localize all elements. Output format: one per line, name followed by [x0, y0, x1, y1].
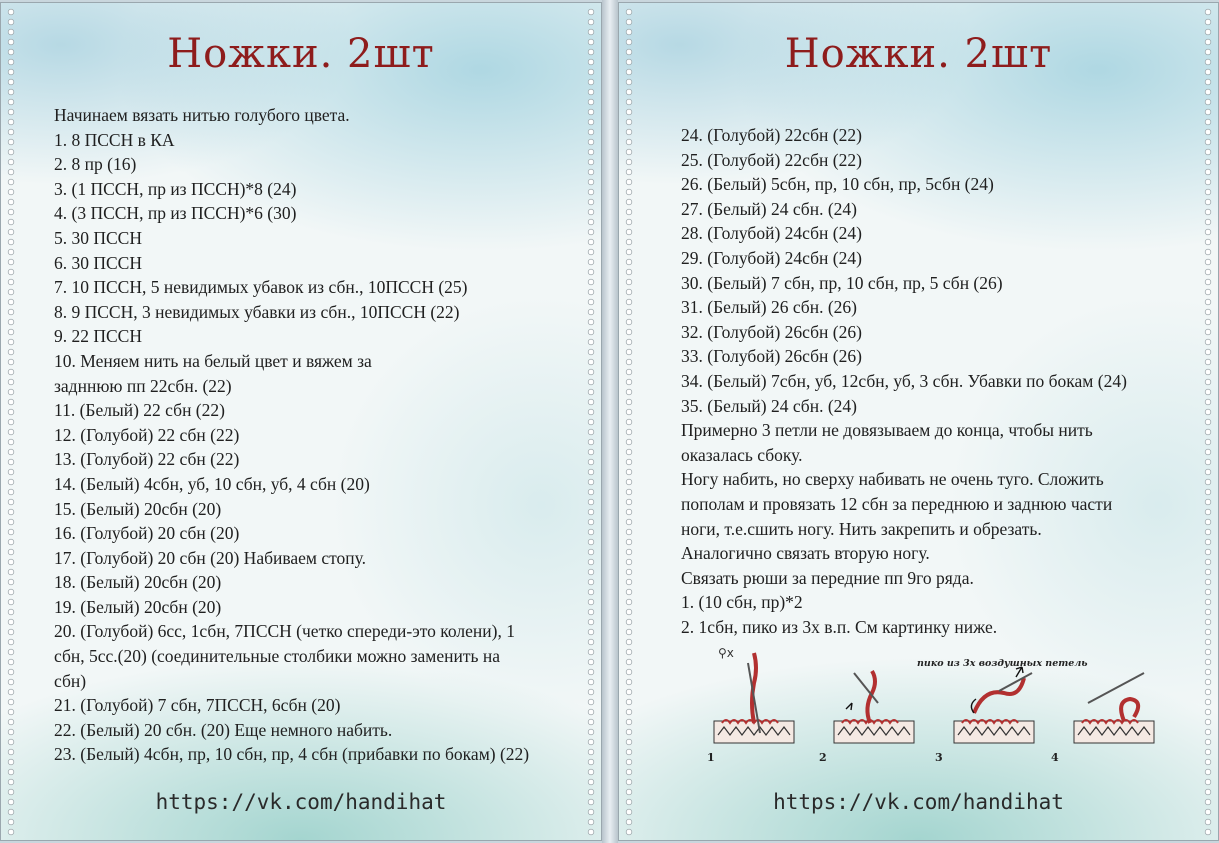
instruction-line: Примерно 3 петли не довязываем до конца, чтобы нить [681, 420, 1093, 441]
page-title: Ножки. 2шт [784, 31, 1053, 77]
instruction-line: 11. (Белый) 22 сбн (22) [54, 400, 225, 421]
diagram-caption: пико из 3х воздушных петель [917, 658, 1088, 669]
right-page [618, 2, 1219, 841]
diagram-step-number: 2 [819, 751, 827, 764]
instruction-line: 17. (Голубой) 20 сбн (20) Набиваем стопу. [54, 547, 367, 568]
pattern-instructions [54, 103, 581, 767]
instruction-line: 21. (Голубой) 7 сбн, 7ПССН, 6сбн (20) [54, 695, 341, 716]
diagram-step-3 [954, 667, 1034, 743]
instruction-line: Аналогично связать вторую ногу. [681, 543, 930, 564]
instruction-line: 13. (Голубой) 22 сбн (22) [54, 449, 240, 470]
instruction-line: 2. 8 пр (16) [54, 154, 137, 175]
picot-stitch-diagram [699, 643, 1159, 773]
instruction-line: Начинаем вязать нитью голубого цвета. [54, 105, 350, 125]
instruction-line: ноги, т.е.сшить ногу. Нить закрепить и обрезать. [681, 518, 1042, 539]
instruction-line: 22. (Белый) 20 сбн. (20) Еще немного набить. [54, 719, 393, 740]
instruction-line: пополам и провязать 12 сбн за переднюю и заднюю части [681, 493, 1113, 514]
instruction-line: 24. (Голубой) 22сбн (22) [681, 125, 862, 145]
binding-rings-right [585, 7, 597, 836]
instruction-line: 3. (1 ПССН, пр из ПССН)*8 (24) [54, 178, 297, 199]
page-title: Ножки. 2шт [167, 31, 435, 77]
instruction-line: Ногу набить, но сверху набивать не очень туго. Сложить [681, 469, 1104, 490]
pattern-instructions [681, 123, 1198, 639]
diagram-step-2 [834, 671, 914, 743]
instruction-line: оказалась сбоку. [681, 444, 803, 465]
instruction-line: 10. Меняем нить на белый цвет и вяжем за [54, 350, 372, 371]
diagram-step-number: 4 [1051, 751, 1059, 764]
instruction-line: 7. 10 ПССН, 5 невидимых убавок из сбн., 10ПССН (25) [54, 277, 468, 298]
book-spine [602, 0, 618, 843]
instruction-line: 25. (Голубой) 22сбн (22) [681, 149, 862, 170]
instruction-line: 20. (Голубой) 6сс, 1сбн, 7ПССН (четко спереди-это колени), 1 [54, 621, 515, 642]
binding-rings-left [5, 7, 17, 836]
instruction-line: 33. (Голубой) 26сбн (26) [681, 346, 862, 367]
instruction-line: Связать рюши за передние пп 9го ряда. [681, 567, 974, 588]
instruction-line: задннюю пп 22сбн. (22) [54, 375, 232, 396]
instruction-line: 28. (Голубой) 24сбн (24) [681, 223, 862, 244]
diagram-step-number: 3 [935, 751, 943, 764]
instruction-line: 31. (Белый) 26 сбн. (26) [681, 297, 857, 318]
diagram-step-1 [714, 646, 794, 743]
instruction-line: 1. (10 сбн, пр)*2 [681, 592, 803, 613]
source-link[interactable]: https://vk.com/handihat [773, 790, 1064, 814]
diagram-step-number: 1 [707, 751, 715, 764]
instruction-line: 9. 22 ПССН [54, 326, 142, 347]
instruction-line: 6. 30 ПССН [54, 252, 142, 273]
instruction-line: 34. (Белый) 7сбн, уб, 12сбн, уб, 3 сбн. Убавки по бокам (24) [681, 370, 1127, 391]
instruction-line: 5. 30 ПССН [54, 227, 142, 248]
binding-rings-left [623, 7, 635, 836]
instruction-line: 27. (Белый) 24 сбн. (24) [681, 198, 857, 219]
instruction-line: сбн, 5сс.(20) (соединительные столбики можно заменить на [54, 646, 500, 667]
instruction-line: сбн) [54, 670, 87, 691]
instruction-line: 4. (3 ПССН, пр из ПССН)*6 (30) [54, 203, 297, 224]
instruction-line: 29. (Голубой) 24сбн (24) [681, 247, 862, 268]
instruction-line: 2. 1сбн, пико из 3х в.п. См картинку ниже. [681, 616, 998, 637]
instruction-line: 18. (Белый) 20сбн (20) [54, 572, 222, 593]
svg-text:⚲x: ⚲x [718, 646, 734, 660]
diagram-step-4 [1074, 673, 1154, 743]
source-link[interactable]: https://vk.com/handihat [155, 790, 447, 814]
instruction-line: 35. (Белый) 24 сбн. (24) [681, 395, 857, 416]
left-page [0, 2, 602, 841]
instruction-line: 1. 8 ПССН в КА [54, 129, 175, 150]
instruction-line: 16. (Голубой) 20 сбн (20) [54, 523, 240, 544]
instruction-line: 30. (Белый) 7 сбн, пр, 10 сбн, пр, 5 сбн (26) [681, 272, 1003, 293]
instruction-line: 8. 9 ПССН, 3 невидимых убавки из сбн., 10ПССН (22) [54, 301, 460, 322]
instruction-line: 14. (Белый) 4сбн, уб, 10 сбн, уб, 4 сбн (20) [54, 473, 370, 494]
binding-rings-right [1202, 7, 1214, 836]
instruction-line: 15. (Белый) 20сбн (20) [54, 498, 222, 519]
instruction-line: 26. (Белый) 5сбн, пр, 10 сбн, пр, 5сбн (24) [681, 174, 994, 195]
instruction-line: 19. (Белый) 20сбн (20) [54, 596, 222, 617]
instruction-line: 32. (Голубой) 26сбн (26) [681, 321, 862, 342]
instruction-line: 12. (Голубой) 22 сбн (22) [54, 424, 240, 445]
instruction-line: 23. (Белый) 4сбн, пр, 10 сбн, пр, 4 сбн (прибавки по бокам) (22) [54, 744, 530, 765]
